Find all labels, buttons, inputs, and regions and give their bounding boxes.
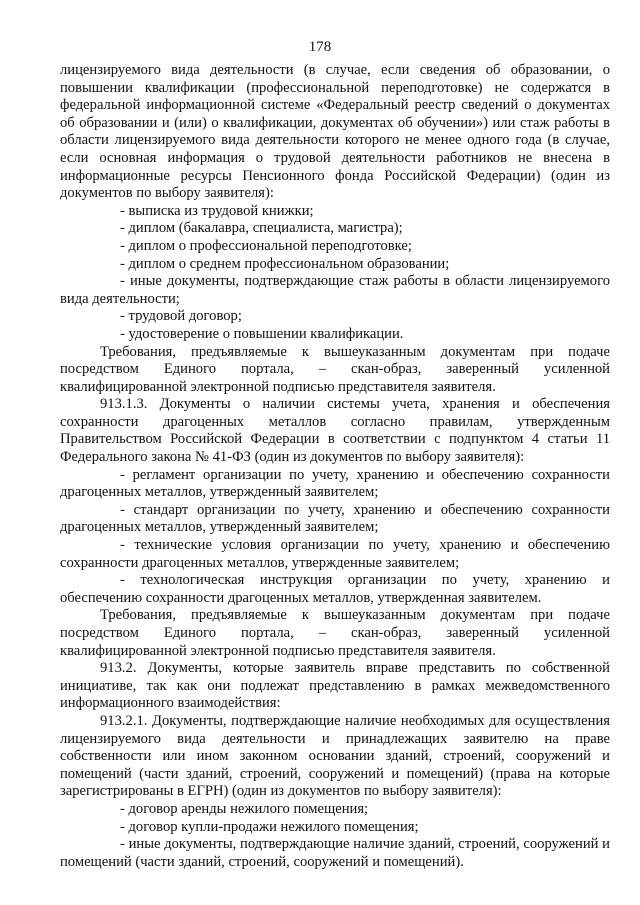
paragraph: 913.1.3. Документы о наличии системы учета, хранения и обеспечения сохранности драгоценных металлов согласно правилам, утвержденным Правительством Российской Федерации в соответствии с подпунктом 4 статьи 11 Федерального закона № 41-ФЗ (один из документов по выбору заявителя):	[60, 396, 610, 466]
list-item: - договор аренды нежилого помещения;	[120, 800, 369, 817]
list-item: - стандарт организации по учету, хранению и обеспечению сохранности драгоценных металлов, утвержденный заявителем;	[60, 501, 610, 536]
list-item: - диплом о среднем профессиональном образовании;	[120, 255, 450, 272]
list-item: - иные документы, подтверждающие стаж работы в области лицензируемого вида деятельности;	[60, 273, 610, 307]
paragraph: Требования, предъявляемые к вышеуказанным документам при подаче посредством Единого портала, – скан-образ, заверенный усиленной квалифицированной электронной подписью представителя заявителя.	[60, 343, 610, 395]
paragraph: лицензируемого вида деятельности (в случае, если сведения об образовании, о повышении квалификации (профессиональной переподготовке) не содержатся в федеральной информационной системе «Федеральный реестр сведений о документах об образовании и (или) о квалификации, документах об обучении») или стаж работы в области лицензируемого вида деятельности которого не менее одного года (в случае, если основная информация о трудовой деятельности работников не внесена в информационные ресурсы Пенсионного фонда Российской Федерации) (один из документов по выбору заявителя):	[60, 62, 610, 202]
paragraph: Требования, предъявляемые к вышеуказанным документам при подаче посредством Единого портала, – скан-образ, заверенный усиленной квалифицированной электронной подписью представителя заявителя.	[60, 607, 610, 659]
paragraph: 913.2. Документы, которые заявитель вправе представить по собственной инициативе, так как они подлежат представлению в рамках межведомственного информационного взаимодействия:	[60, 660, 610, 712]
page-number: 178	[308, 39, 332, 55]
list-item: - технологическая инструкция организации по учету, хранению и обеспечению сохранности драгоценных металлов, утвержденная заявителем.	[60, 572, 610, 606]
paragraph: 913.2.1. Документы, подтверждающие наличие необходимых для осуществления лицензируемого вида деятельности и принадлежащих заявителю на праве собственности или ином законном основании зданий, строений, сооружений и помещений (части зданий, строений, сооружений и помещений) (права на которые зарегистрированы в ЕГРН) (один из документов по выбору заявителя):	[60, 712, 610, 800]
list-item: - диплом о профессиональной переподготовке;	[120, 237, 412, 254]
list-item: - диплом (бакалавра, специалиста, магистра);	[120, 220, 403, 237]
list-item: - технические условия организации по учету, хранению и обеспечению сохранности драгоценных металлов, утвержденные заявителем;	[60, 537, 610, 571]
list-item: - договор купли-продажи нежилого помещения;	[120, 818, 419, 835]
list-item: - выписка из трудовой книжки;	[120, 202, 314, 219]
list-item: - трудовой договор;	[120, 308, 242, 325]
list-item: - регламент организации по учету, хранению и обеспечению сохранности драгоценных металлов, утвержденный заявителем;	[60, 466, 610, 501]
list-item: - удостоверение о повышении квалификации.	[120, 325, 404, 342]
document-body	[60, 62, 610, 871]
list-item: - иные документы, подтверждающие наличие зданий, строений, сооружений и помещений (части зданий, строений, сооружений и помещений).	[60, 836, 610, 870]
